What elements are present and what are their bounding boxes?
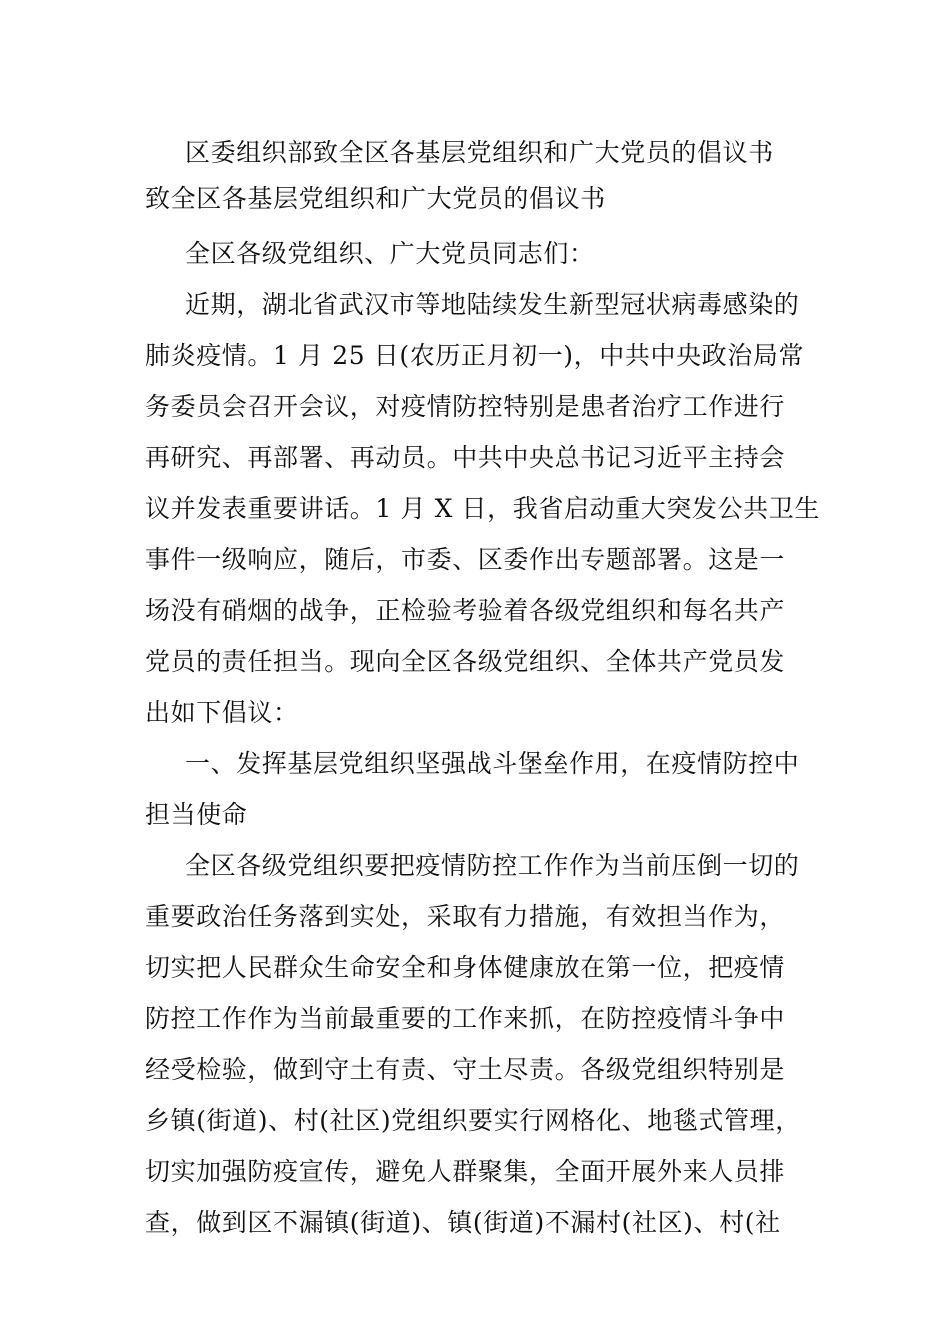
paragraph-2-line: 查，做到区不漏镇(街道)、镇(街道)不漏村(社区)、村(社 [145,1208,781,1237]
document-title-line-2: 致全区各基层党组织和广大党员的倡议书 [145,184,606,213]
paragraph-1 [145,279,820,738]
paragraph-2-line: 乡镇(街道)、村(社区)党组织要实行网格化、地毯式管理， [145,1106,801,1135]
paragraph-2-line: 切实加强防疫宣传，避免人群聚集，全面开展外来人员排 [145,1157,786,1186]
document-body [145,130,820,1248]
section-heading-line: 担当使命 [145,800,248,829]
paragraph-1-line: 事件一级响应，随后，市委、区委作出专题部署。这是一 [145,545,786,574]
paragraph-1-line: 再研究、再部署、再动员。中共中央总书记习近平主持会 [145,443,786,472]
document-title-line-1: 区委组织部致全区各基层党组织和广大党员的倡议书 [185,138,774,167]
paragraph-1-line: 务委员会召开会议，对疫情防控特别是患者治疗工作进行 [145,392,786,421]
paragraph-1-line: 肺炎疫情。1 月 25 日(农历正月初一)，中共中央政治局常 [145,341,805,370]
paragraph-1-line: 党员的责任担当。现向全区各级党组织、全体共产党员发 [145,647,786,676]
section-heading-1 [145,738,810,840]
paragraph-2-line: 全区各级党组织要把疫情防控工作作为当前压倒一切的 [185,851,800,880]
paragraph-2-line: 经受检验，做到守土有责、守土尽责。各级党组织特别是 [145,1055,786,1084]
paragraph-2-line: 防控工作作为当前最重要的工作来抓，在防控疫情斗争中 [145,1004,786,1033]
paragraph-1-line: 议并发表重要讲话。1 月 X 日，我省启动重大突发公共卫生 [145,494,820,523]
section-heading-line: 一、发挥基层党组织坚强战斗堡垒作用，在疫情防控中 [185,749,800,778]
paragraph-2 [145,840,810,1248]
paragraph-2-line: 重要政治任务落到实处，采取有力措施，有效担当作为， [145,902,786,931]
salutation: 全区各级党组织、广大党员同志们： [185,239,595,268]
paragraph-1-line: 场没有硝烟的战争，正检验考验着各级党组织和每名共产 [145,596,786,625]
paragraph-1-line: 近期，湖北省武汉市等地陆续发生新型冠状病毒感染的 [185,290,800,319]
paragraph-2-line: 切实把人民群众生命安全和身体健康放在第一位，把疫情 [145,953,786,982]
paragraph-1-line: 出如下倡议： [145,698,299,727]
